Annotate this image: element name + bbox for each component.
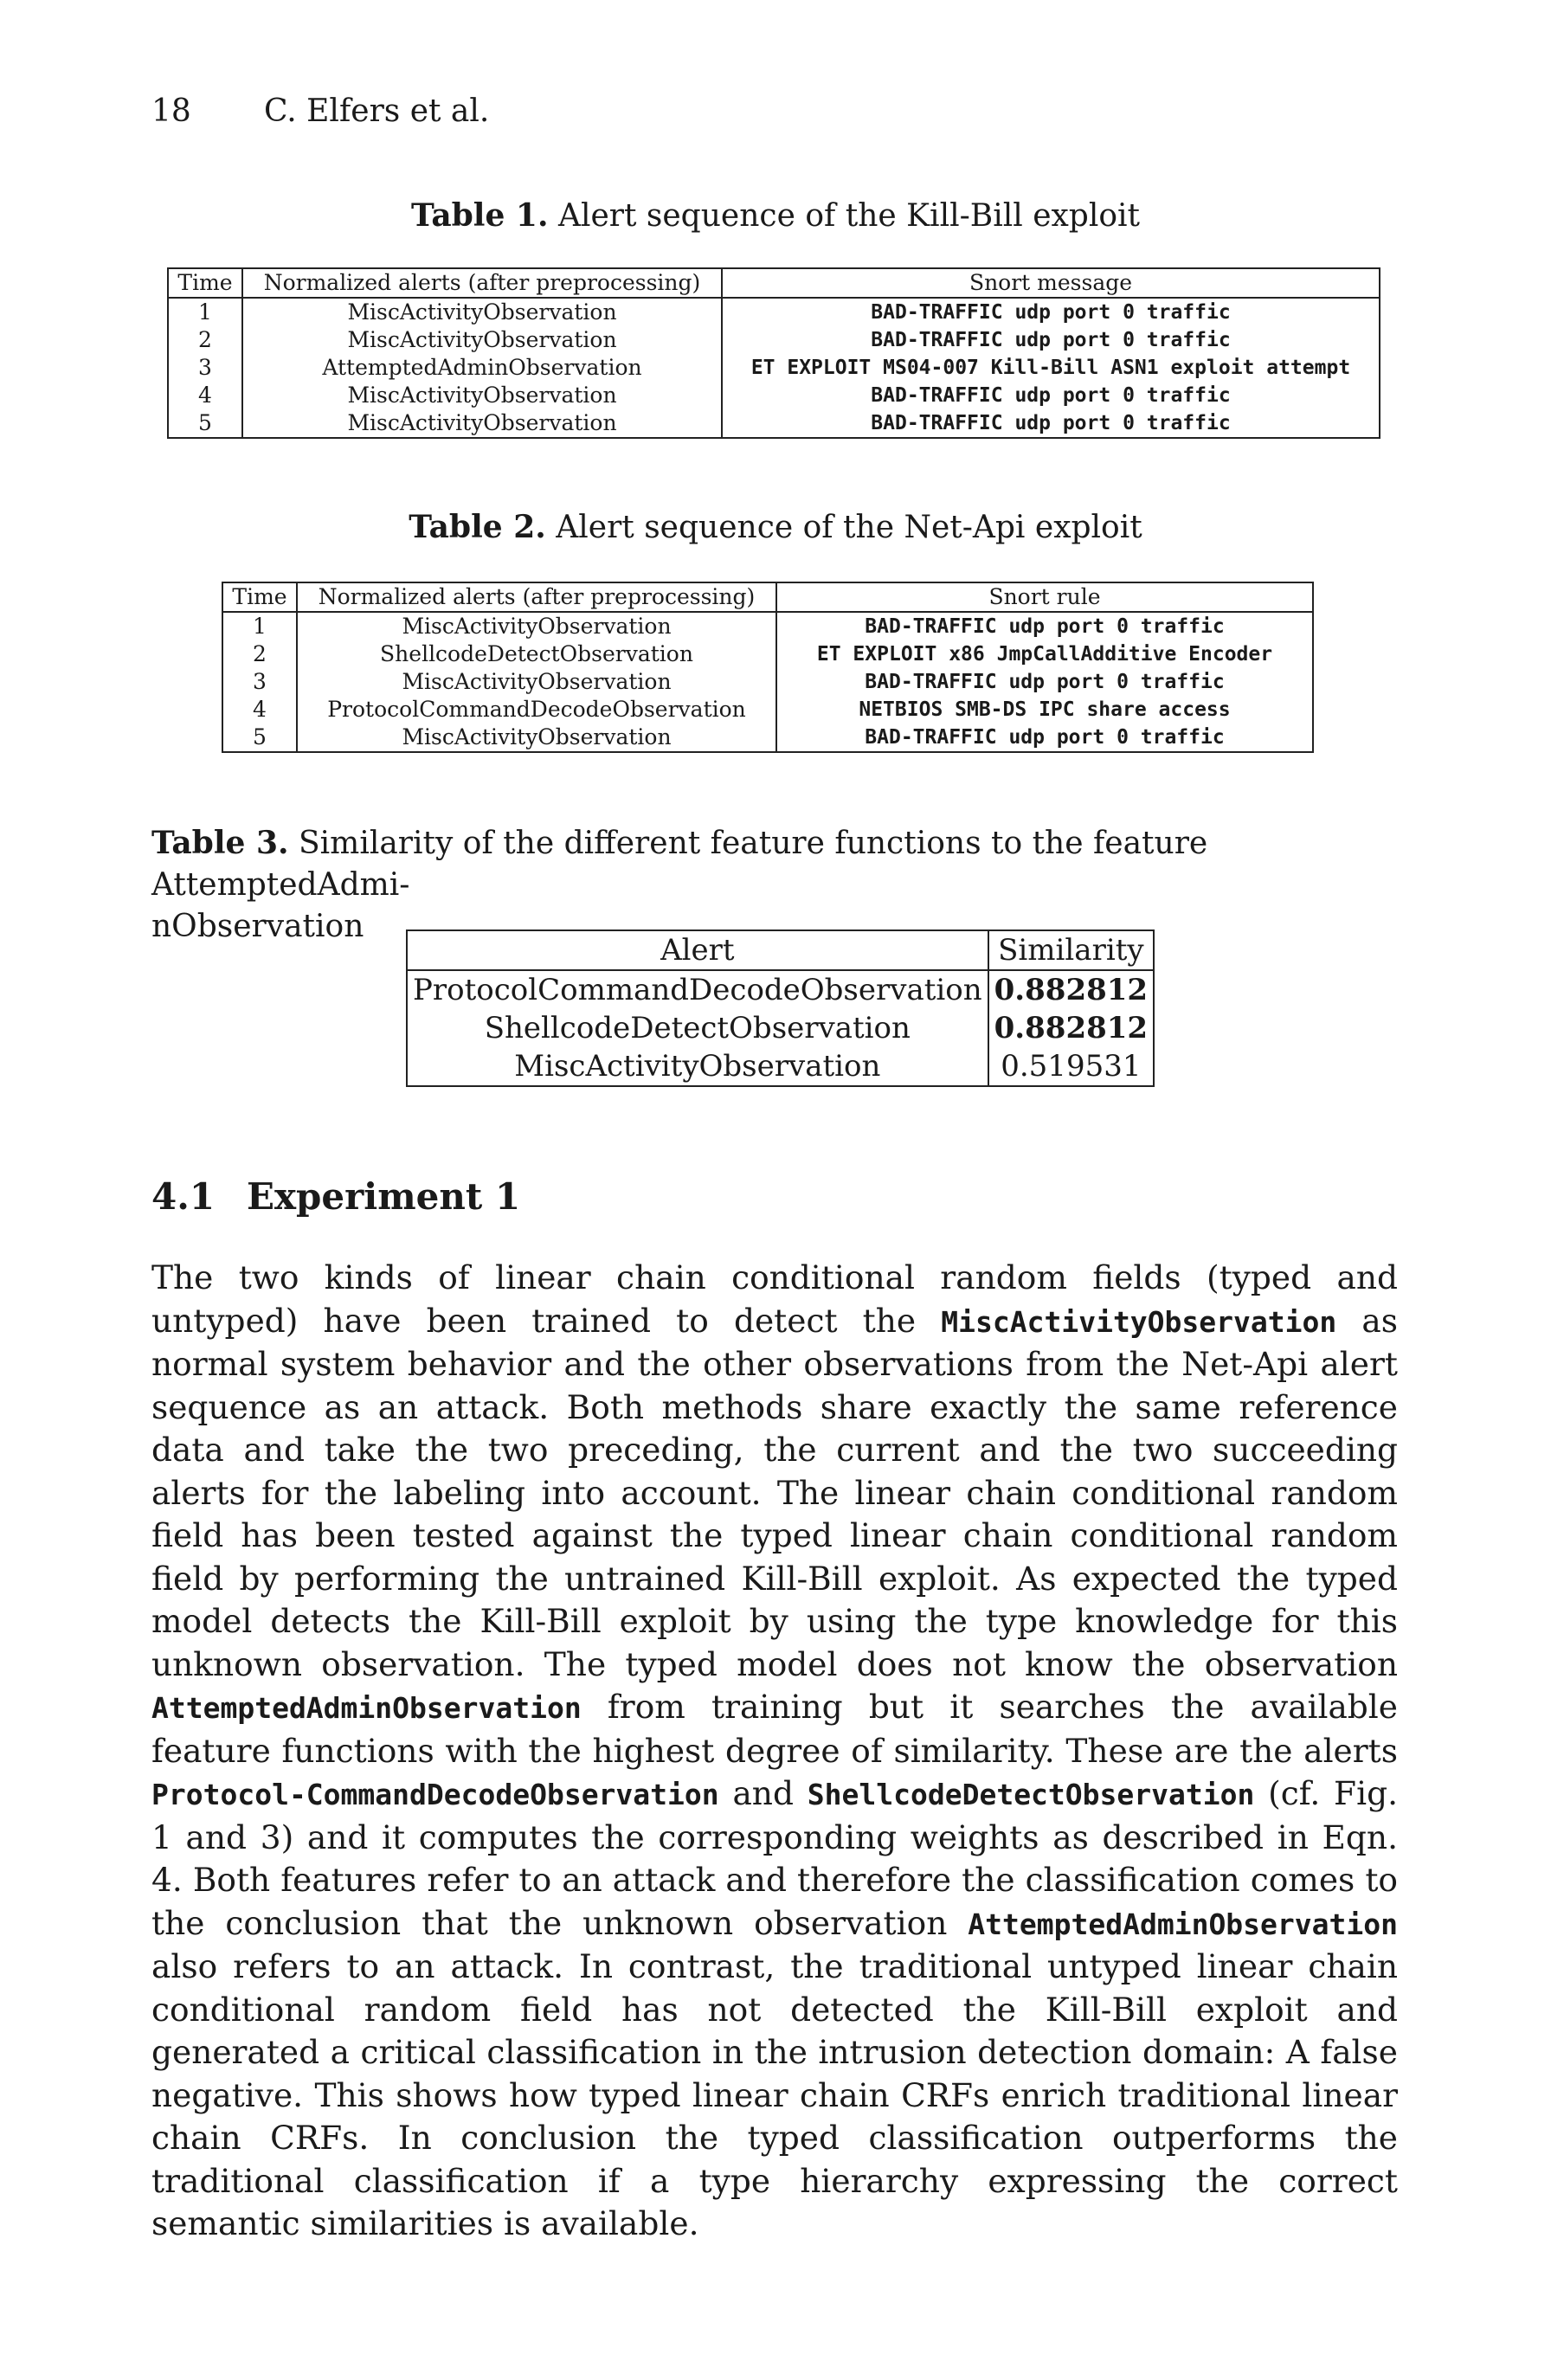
table-cell: 0.882812: [994, 1011, 1149, 1045]
table-cell: BAD-TRAFFIC udp port 0 traffic: [865, 671, 1225, 693]
table-cell: ShellcodeDetectObservation: [407, 1009, 988, 1047]
code-term: AttemptedAdminObservation: [968, 1907, 1398, 1941]
table-cell: MiscActivityObservation: [407, 1047, 988, 1086]
table2-col-alerts: Normalized alerts (after preprocessing): [297, 582, 776, 612]
table-cell: MiscActivityObservation: [242, 382, 722, 409]
section-title: Experiment 1: [247, 1175, 521, 1218]
table1-caption-text: Alert sequence of the Kill-Bill exploit: [557, 198, 1141, 234]
text-run: as normal system behavior and the other observations from the Net-Api alert sequence as an attack. Both methods share exactly the same reference data and take the two preceding, the current and the two succeeding alerts for the labeling into account. The linear chain conditional random field has been tested against the typed linear chain conditional random field by performing the untrained Kill-Bill exploit. As expected the typed model detects the Kill-Bill exploit by using the type knowledge for this unknown observation. The typed model does not know the observation: [151, 1301, 1399, 1683]
table-row: [407, 970, 1154, 1009]
text-run: and: [718, 1774, 808, 1812]
table1-header-row: [168, 268, 1380, 298]
table-cell: 3: [168, 354, 242, 382]
code-term: ShellcodeDetectObservation: [807, 1778, 1255, 1811]
table-row: [168, 298, 1380, 326]
table-cell: ET EXPLOIT x86 JmpCallAdditive Encoder: [816, 643, 1273, 666]
table3: [406, 929, 1155, 1087]
table-cell: MiscActivityObservation: [297, 724, 776, 752]
text-run: also refers to an attack. In contrast, the traditional untyped linear chain conditional random field has not detected the Kill-Bill exploit and generated a critical classification in the intrusion detection domain: A false negative. This shows how typed linear chain CRFs enrich traditional linear chain CRFs. In conclusion the typed classification outperforms the traditional classification if a type hierarchy expressing the correct semantic similarities is available.: [151, 1947, 1398, 2242]
table-cell: ProtocolCommandDecodeObservation: [407, 970, 988, 1009]
table-row: [168, 326, 1380, 354]
code-term: MiscActivityObservation: [941, 1304, 1337, 1339]
table1-col-snort: Snort message: [722, 268, 1380, 298]
table-cell: 1: [168, 298, 242, 326]
text-run: from training but it searches the available feature functions with the highest degree of similarity. These are the alerts: [151, 1688, 1398, 1770]
table-cell: ProtocolCommandDecodeObservation: [297, 696, 776, 724]
table-row: [168, 354, 1380, 382]
page-number: 18: [151, 93, 191, 129]
table3-col-similarity: Similarity: [988, 930, 1154, 970]
table-cell: 5: [168, 409, 242, 438]
table-cell: 0.519531: [1001, 1049, 1142, 1084]
table-row: [222, 612, 1313, 640]
table2-col-time: Time: [222, 582, 297, 612]
table3-col-alert: Alert: [407, 930, 988, 970]
table-row: [222, 640, 1313, 668]
table-row: [168, 409, 1380, 438]
table-cell: MiscActivityObservation: [297, 612, 776, 640]
table2: [222, 582, 1314, 753]
table-cell: MiscActivityObservation: [242, 298, 722, 326]
table1-col-time: Time: [168, 268, 242, 298]
running-header: [151, 93, 489, 129]
table-row: [222, 696, 1313, 724]
table-row: [222, 724, 1313, 752]
table-row: [168, 382, 1380, 409]
table-cell: 4: [222, 696, 297, 724]
text-run: The two kinds of linear chain conditional random fields (typed and untyped) have been trained to detect the: [151, 1258, 1398, 1340]
table-cell: NETBIOS SMB-DS IPC share access: [859, 698, 1231, 721]
table2-col-snort: Snort rule: [776, 582, 1313, 612]
section-number: 4.1: [151, 1175, 216, 1218]
table-cell: MiscActivityObservation: [297, 668, 776, 696]
table1-caption: [0, 197, 1551, 234]
table-cell: ET EXPLOIT MS04-007 Kill-Bill ASN1 exploit attempt: [750, 357, 1351, 379]
code-term: AttemptedAdminObservation: [151, 1691, 582, 1725]
table3-caption-line2: nObservation: [151, 909, 364, 944]
table2-label: Table 2.: [409, 509, 546, 545]
body-paragraph: [151, 1257, 1398, 2246]
table-cell: 2: [168, 326, 242, 354]
authors: C. Elfers et al.: [264, 93, 490, 129]
table-cell: 5: [222, 724, 297, 752]
table-row: [407, 1047, 1154, 1086]
table-cell: AttemptedAdminObservation: [242, 354, 722, 382]
table1-label: Table 1.: [410, 197, 549, 234]
table-cell: BAD-TRAFFIC udp port 0 traffic: [865, 726, 1225, 749]
table-cell: BAD-TRAFFIC udp port 0 traffic: [871, 384, 1231, 407]
text-run: (cf. Fig. 1 and 3) and it computes the corresponding weights as described in Eqn. 4. Both features refer to an attack and therefore the classification comes to the conclusion that the unknown observation: [151, 1774, 1398, 1942]
table2-caption-text: Alert sequence of the Net-Api exploit: [556, 510, 1142, 545]
table-cell: 3: [222, 668, 297, 696]
table1-col-alerts: Normalized alerts (after preprocessing): [242, 268, 722, 298]
table-cell: BAD-TRAFFIC udp port 0 traffic: [871, 301, 1231, 324]
table3-header-row: [407, 930, 1154, 970]
table-row: [407, 1009, 1154, 1047]
table-cell: BAD-TRAFFIC udp port 0 traffic: [871, 412, 1231, 434]
code-term: Protocol-CommandDecodeObservation: [151, 1778, 719, 1811]
table-cell: 2: [222, 640, 297, 668]
table-cell: 1: [222, 612, 297, 640]
table-cell: MiscActivityObservation: [242, 326, 722, 354]
table1: [167, 267, 1380, 439]
table-cell: 0.882812: [994, 973, 1149, 1007]
table3-label: Table 3.: [151, 825, 289, 861]
section-heading: [151, 1175, 520, 1218]
table-cell: BAD-TRAFFIC udp port 0 traffic: [865, 615, 1225, 638]
table-row: [222, 668, 1313, 696]
table-cell: 4: [168, 382, 242, 409]
table-cell: BAD-TRAFFIC udp port 0 traffic: [871, 329, 1231, 351]
table-cell: MiscActivityObservation: [242, 409, 722, 438]
table3-caption-line1: Similarity of the different feature functions to the feature AttemptedAdmi-: [151, 826, 1208, 903]
table2-header-row: [222, 582, 1313, 612]
table-cell: ShellcodeDetectObservation: [297, 640, 776, 668]
table2-caption: [0, 509, 1551, 545]
